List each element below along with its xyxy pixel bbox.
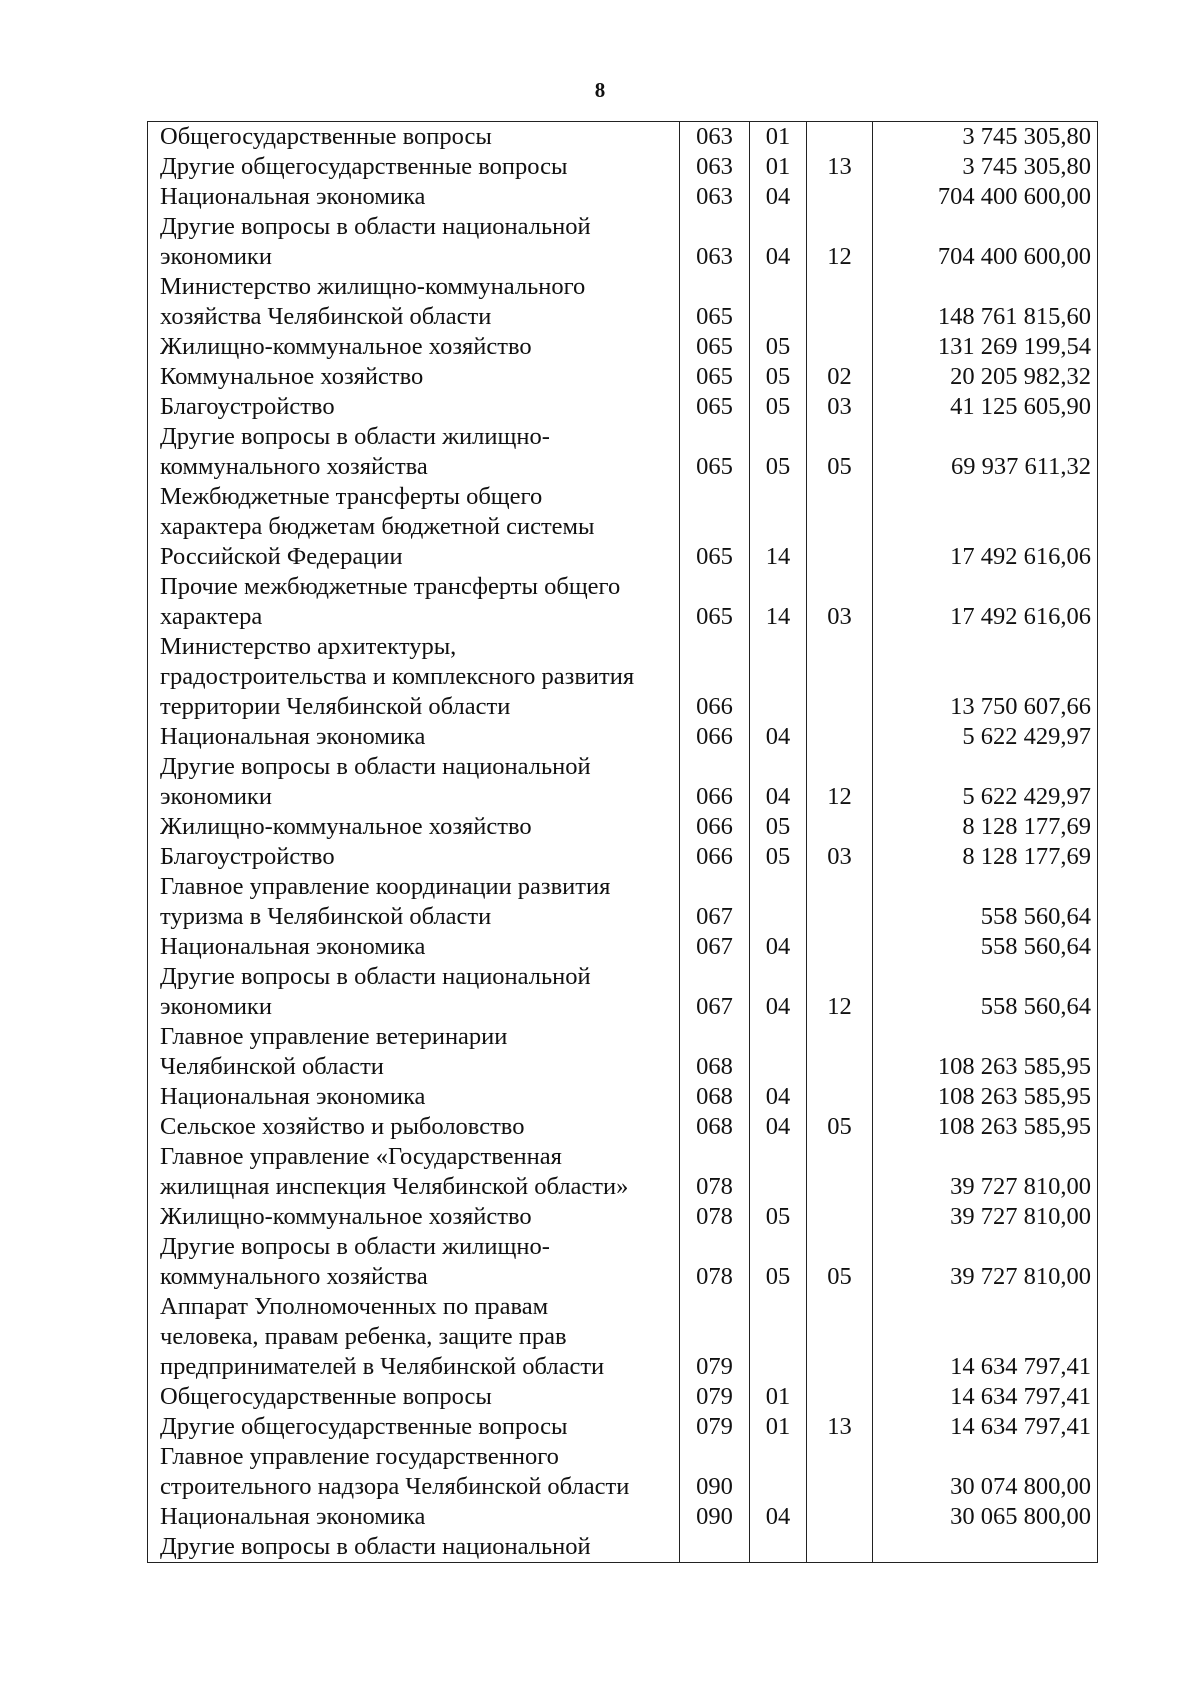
row-name-cell: Благоустройство	[148, 392, 680, 422]
table-row	[148, 1202, 1098, 1232]
row-name-cell: Министерство жилищно-коммунального хозяйства Челябинской области	[148, 272, 680, 332]
amount-cell: 5 622 429,97	[873, 722, 1098, 752]
row-name-cell: Сельское хозяйство и рыболовство	[148, 1112, 680, 1142]
table-row	[148, 362, 1098, 392]
subsection-code-cell	[807, 482, 873, 572]
table-row	[148, 722, 1098, 752]
amount-cell: 108 263 585,95	[873, 1082, 1098, 1112]
section-code-cell	[750, 872, 807, 932]
subsection-code-cell	[807, 722, 873, 752]
section-code-cell: 05	[750, 812, 807, 842]
section-code-cell: 04	[750, 932, 807, 962]
amount-cell: 148 761 815,60	[873, 272, 1098, 332]
table-row	[148, 752, 1098, 812]
table-row	[148, 1502, 1098, 1532]
ved-code-cell: 068	[680, 1112, 750, 1142]
table-row	[148, 212, 1098, 272]
table-row	[148, 1082, 1098, 1112]
table-row	[148, 812, 1098, 842]
section-code-cell: 04	[750, 722, 807, 752]
ved-code-cell: 065	[680, 422, 750, 482]
amount-cell: 39 727 810,00	[873, 1142, 1098, 1202]
row-name-cell: Главное управление государственного строительного надзора Челябинской области	[148, 1442, 680, 1502]
amount-cell: 704 400 600,00	[873, 182, 1098, 212]
ved-code-cell: 078	[680, 1232, 750, 1292]
ved-code-cell: 079	[680, 1412, 750, 1442]
ved-code-cell: 066	[680, 842, 750, 872]
row-name-cell: Другие общегосударственные вопросы	[148, 152, 680, 182]
subsection-code-cell	[807, 332, 873, 362]
table-row	[148, 1142, 1098, 1202]
ved-code-cell: 065	[680, 572, 750, 632]
table-row	[148, 332, 1098, 362]
row-name-cell: Национальная экономика	[148, 722, 680, 752]
section-code-cell: 01	[750, 152, 807, 182]
row-name-cell: Министерство архитектуры, градостроительства и комплексного развития территории Челябинской области	[148, 632, 680, 722]
ved-code-cell: 068	[680, 1022, 750, 1082]
amount-cell: 558 560,64	[873, 872, 1098, 932]
table-row	[148, 152, 1098, 182]
amount-cell: 3 745 305,80	[873, 152, 1098, 182]
amount-cell: 69 937 611,32	[873, 422, 1098, 482]
subsection-code-cell	[807, 932, 873, 962]
section-code-cell	[750, 1442, 807, 1502]
table-row	[148, 1532, 1098, 1563]
table-row	[148, 962, 1098, 1022]
section-code-cell: 14	[750, 482, 807, 572]
amount-cell: 13 750 607,66	[873, 632, 1098, 722]
subsection-code-cell	[807, 1022, 873, 1082]
subsection-code-cell	[807, 272, 873, 332]
budget-table-body	[148, 122, 1098, 1563]
amount-cell: 108 263 585,95	[873, 1022, 1098, 1082]
subsection-code-cell: 03	[807, 572, 873, 632]
ved-code-cell: 068	[680, 1082, 750, 1112]
section-code-cell: 05	[750, 362, 807, 392]
row-name-cell: Общегосударственные вопросы	[148, 1382, 680, 1412]
table-row	[148, 572, 1098, 632]
section-code-cell: 01	[750, 1412, 807, 1442]
amount-cell: 17 492 616,06	[873, 572, 1098, 632]
page-number: 8	[594, 78, 606, 102]
subsection-code-cell: 13	[807, 152, 873, 182]
subsection-code-cell: 05	[807, 1232, 873, 1292]
section-code-cell	[750, 1292, 807, 1382]
section-code-cell: 05	[750, 1232, 807, 1292]
row-name-cell: Другие вопросы в области национальной экономики	[148, 752, 680, 812]
section-code-cell	[750, 1022, 807, 1082]
subsection-code-cell	[807, 1532, 873, 1563]
row-name-cell: Жилищно-коммунальное хозяйство	[148, 332, 680, 362]
amount-cell: 39 727 810,00	[873, 1232, 1098, 1292]
amount-cell: 39 727 810,00	[873, 1202, 1098, 1232]
subsection-code-cell: 05	[807, 422, 873, 482]
ved-code-cell: 066	[680, 752, 750, 812]
section-code-cell: 04	[750, 212, 807, 272]
ved-code-cell: 090	[680, 1502, 750, 1532]
ved-code-cell: 063	[680, 122, 750, 153]
subsection-code-cell	[807, 872, 873, 932]
table-row	[148, 1232, 1098, 1292]
row-name-cell: Национальная экономика	[148, 1502, 680, 1532]
amount-cell: 8 128 177,69	[873, 812, 1098, 842]
section-code-cell: 05	[750, 422, 807, 482]
table-row	[148, 872, 1098, 932]
subsection-code-cell	[807, 812, 873, 842]
subsection-code-cell: 12	[807, 212, 873, 272]
ved-code-cell: 065	[680, 272, 750, 332]
table-row	[148, 1022, 1098, 1082]
row-name-cell: Национальная экономика	[148, 1082, 680, 1112]
section-code-cell: 04	[750, 182, 807, 212]
amount-cell: 30 065 800,00	[873, 1502, 1098, 1532]
section-code-cell	[750, 632, 807, 722]
ved-code-cell: 067	[680, 872, 750, 932]
ved-code-cell: 063	[680, 212, 750, 272]
table-row	[148, 1442, 1098, 1502]
ved-code-cell: 065	[680, 392, 750, 422]
subsection-code-cell: 12	[807, 962, 873, 1022]
table-row	[148, 182, 1098, 212]
subsection-code-cell	[807, 1082, 873, 1112]
row-name-cell: Главное управление ветеринарии Челябинской области	[148, 1022, 680, 1082]
section-code-cell: 05	[750, 1202, 807, 1232]
row-name-cell: Другие вопросы в области национальной	[148, 1532, 680, 1563]
section-code-cell: 14	[750, 572, 807, 632]
row-name-cell: Общегосударственные вопросы	[148, 122, 680, 153]
budget-table	[147, 121, 1098, 1563]
ved-code-cell: 067	[680, 962, 750, 1022]
row-name-cell: Главное управление координации развития туризма в Челябинской области	[148, 872, 680, 932]
row-name-cell: Межбюджетные трансферты общего характера бюджетам бюджетной системы Российской Федерации	[148, 482, 680, 572]
table-row	[148, 1382, 1098, 1412]
table-row	[148, 1292, 1098, 1382]
subsection-code-cell	[807, 1382, 873, 1412]
subsection-code-cell	[807, 1292, 873, 1382]
subsection-code-cell	[807, 182, 873, 212]
ved-code-cell	[680, 1532, 750, 1563]
ved-code-cell: 066	[680, 632, 750, 722]
amount-cell: 704 400 600,00	[873, 212, 1098, 272]
subsection-code-cell	[807, 1442, 873, 1502]
row-name-cell: Другие вопросы в области национальной экономики	[148, 962, 680, 1022]
section-code-cell: 05	[750, 842, 807, 872]
subsection-code-cell: 05	[807, 1112, 873, 1142]
ved-code-cell: 079	[680, 1292, 750, 1382]
amount-cell: 20 205 982,32	[873, 362, 1098, 392]
table-row	[148, 482, 1098, 572]
ved-code-cell: 079	[680, 1382, 750, 1412]
row-name-cell: Другие вопросы в области жилищно- коммунального хозяйства	[148, 1232, 680, 1292]
table-row	[148, 842, 1098, 872]
amount-cell: 14 634 797,41	[873, 1382, 1098, 1412]
subsection-code-cell	[807, 1142, 873, 1202]
section-code-cell	[750, 1532, 807, 1563]
section-code-cell	[750, 1142, 807, 1202]
table-row	[148, 1112, 1098, 1142]
section-code-cell	[750, 272, 807, 332]
subsection-code-cell	[807, 122, 873, 153]
subsection-code-cell: 03	[807, 392, 873, 422]
row-name-cell: Национальная экономика	[148, 182, 680, 212]
table-row	[148, 272, 1098, 332]
table-row	[148, 1412, 1098, 1442]
subsection-code-cell: 12	[807, 752, 873, 812]
row-name-cell: Другие общегосударственные вопросы	[148, 1412, 680, 1442]
table-row	[148, 932, 1098, 962]
row-name-cell: Другие вопросы в области жилищно- коммунального хозяйства	[148, 422, 680, 482]
row-name-cell: Аппарат Уполномоченных по правам человека, правам ребенка, защите прав предпринимателей в Челябинской области	[148, 1292, 680, 1382]
subsection-code-cell	[807, 1202, 873, 1232]
amount-cell: 108 263 585,95	[873, 1112, 1098, 1142]
row-name-cell: Благоустройство	[148, 842, 680, 872]
ved-code-cell: 090	[680, 1442, 750, 1502]
section-code-cell: 01	[750, 122, 807, 153]
section-code-cell: 04	[750, 1502, 807, 1532]
table-row	[148, 422, 1098, 482]
ved-code-cell: 078	[680, 1142, 750, 1202]
section-code-cell: 04	[750, 752, 807, 812]
table-row	[148, 122, 1098, 153]
amount-cell: 558 560,64	[873, 962, 1098, 1022]
section-code-cell: 01	[750, 1382, 807, 1412]
ved-code-cell: 066	[680, 722, 750, 752]
ved-code-cell: 078	[680, 1202, 750, 1232]
row-name-cell: Другие вопросы в области национальной экономики	[148, 212, 680, 272]
ved-code-cell: 063	[680, 152, 750, 182]
subsection-code-cell	[807, 632, 873, 722]
row-name-cell: Жилищно-коммунальное хозяйство	[148, 1202, 680, 1232]
ved-code-cell: 066	[680, 812, 750, 842]
ved-code-cell: 065	[680, 482, 750, 572]
row-name-cell: Национальная экономика	[148, 932, 680, 962]
row-name-cell: Прочие межбюджетные трансферты общего характера	[148, 572, 680, 632]
amount-cell: 3 745 305,80	[873, 122, 1098, 153]
table-row	[148, 632, 1098, 722]
section-code-cell: 05	[750, 332, 807, 362]
section-code-cell: 04	[750, 1082, 807, 1112]
amount-cell: 558 560,64	[873, 932, 1098, 962]
amount-cell	[873, 1532, 1098, 1563]
row-name-cell: Жилищно-коммунальное хозяйство	[148, 812, 680, 842]
subsection-code-cell: 03	[807, 842, 873, 872]
amount-cell: 131 269 199,54	[873, 332, 1098, 362]
amount-cell: 41 125 605,90	[873, 392, 1098, 422]
amount-cell: 14 634 797,41	[873, 1412, 1098, 1442]
amount-cell: 30 074 800,00	[873, 1442, 1098, 1502]
row-name-cell: Коммунальное хозяйство	[148, 362, 680, 392]
row-name-cell: Главное управление «Государственная жилищная инспекция Челябинской области»	[148, 1142, 680, 1202]
subsection-code-cell	[807, 1502, 873, 1532]
section-code-cell: 04	[750, 1112, 807, 1142]
ved-code-cell: 065	[680, 362, 750, 392]
ved-code-cell: 065	[680, 332, 750, 362]
amount-cell: 14 634 797,41	[873, 1292, 1098, 1382]
ved-code-cell: 067	[680, 932, 750, 962]
amount-cell: 8 128 177,69	[873, 842, 1098, 872]
section-code-cell: 04	[750, 962, 807, 1022]
amount-cell: 17 492 616,06	[873, 482, 1098, 572]
section-code-cell: 05	[750, 392, 807, 422]
table-row	[148, 392, 1098, 422]
subsection-code-cell: 02	[807, 362, 873, 392]
amount-cell: 5 622 429,97	[873, 752, 1098, 812]
ved-code-cell: 063	[680, 182, 750, 212]
subsection-code-cell: 13	[807, 1412, 873, 1442]
